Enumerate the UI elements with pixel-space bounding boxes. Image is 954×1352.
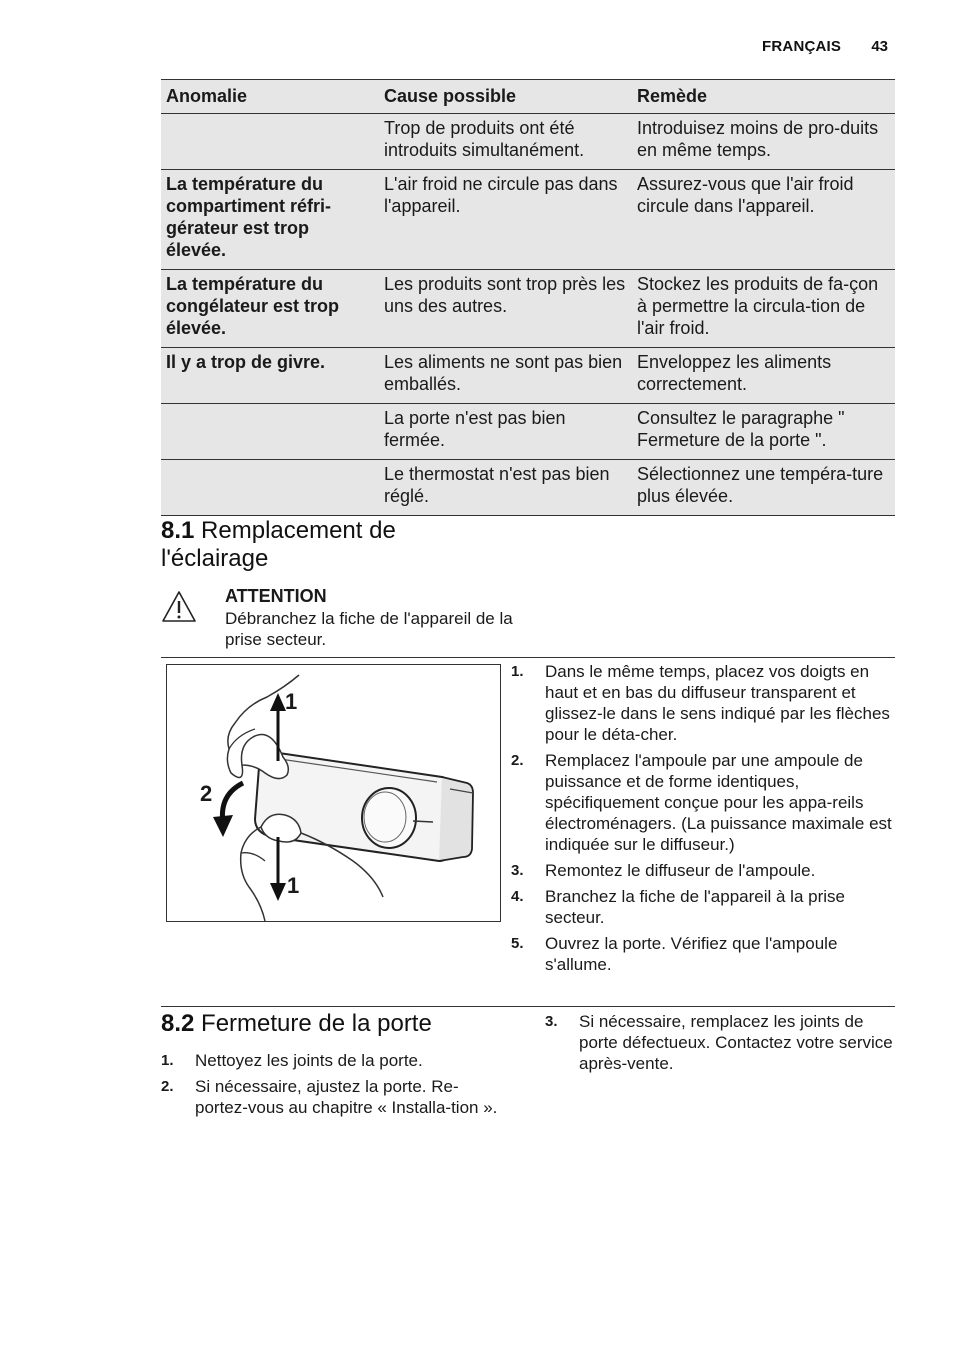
cell-cause: La porte n'est pas bien fermée.	[379, 404, 632, 460]
cell-cause: Le thermostat n'est pas bien réglé.	[379, 460, 632, 516]
cell-remedy: Sélectionnez une tempéra-ture plus élevée.	[632, 460, 895, 516]
table-row	[161, 170, 895, 270]
step-text: Nettoyez les joints de la porte.	[195, 1051, 423, 1070]
table-row	[161, 348, 895, 404]
step-text: Si nécessaire, ajustez la porte. Re-portez-vous au chapitre « Installa-tion ».	[195, 1077, 498, 1117]
column-header-anomaly: Anomalie	[161, 80, 379, 114]
cell-cause: L'air froid ne circule pas dans l'appareil.	[379, 170, 632, 270]
lamp-cover-figure	[166, 664, 501, 922]
step-number: 5.	[511, 935, 524, 952]
cell-anomaly	[161, 404, 379, 460]
step-number: 2.	[161, 1078, 174, 1095]
cell-anomaly: Il y a trop de givre.	[161, 348, 379, 404]
step-text: Branchez la fiche de l'appareil à la prise secteur.	[545, 887, 845, 927]
list-item	[545, 1011, 897, 1074]
column-header-remedy: Remède	[632, 80, 895, 114]
cell-remedy: Consultez le paragraphe " Fermeture de la porte ".	[632, 404, 895, 460]
troubleshooting-table	[161, 79, 895, 516]
cell-cause: Les produits sont trop près les uns des autres.	[379, 270, 632, 348]
step-text: Si nécessaire, remplacez les joints de porte défectueux. Contactez votre service après-vente.	[579, 1012, 893, 1073]
section-title-8-1	[161, 517, 461, 573]
section-title-text: Remplacement de l'éclairage	[161, 517, 396, 572]
table-row	[161, 114, 895, 170]
warning-title: ATTENTION	[225, 586, 327, 606]
page-header	[762, 38, 888, 55]
warning-text: Débranchez la fiche de l'appareil de la prise secteur.	[225, 609, 513, 649]
step-number: 1.	[161, 1052, 174, 1069]
section-title-8-2	[161, 1010, 501, 1038]
list-item	[511, 661, 895, 745]
section-number: 8.2	[161, 1010, 195, 1037]
door-closing-steps	[161, 1050, 501, 1123]
table-row	[161, 270, 895, 348]
step-number: 3.	[545, 1013, 558, 1030]
figure-label-top: 1	[285, 689, 298, 714]
cell-anomaly	[161, 114, 379, 170]
list-item	[161, 1050, 501, 1071]
step-number: 3.	[511, 862, 524, 879]
lamp-cover-illustration	[167, 665, 502, 923]
page-number: 43	[871, 38, 888, 55]
step-text: Remplacez l'ampoule par une ampoule de puissance et de forme identiques, spécifiquement conçue pour les appa-reils électroménagers. (La puissance maximale est indiquée sur le diffuseur.)	[545, 751, 892, 854]
lamp-replacement-steps	[511, 661, 895, 980]
cell-anomaly: La température du compartiment réfri-gérateur est trop élevée.	[161, 170, 379, 270]
cell-remedy: Assurez-vous que l'air froid circule dans l'appareil.	[632, 170, 895, 270]
cell-remedy: Enveloppez les aliments correctement.	[632, 348, 895, 404]
warning-triangle-icon	[161, 590, 197, 624]
step-text: Remontez le diffuseur de l'ampoule.	[545, 861, 816, 880]
header-language: FRANÇAIS	[762, 38, 842, 55]
door-closing-steps-continued	[545, 1011, 897, 1079]
list-item	[511, 860, 895, 881]
list-item	[511, 750, 895, 855]
section-title-text: Fermeture de la porte	[201, 1010, 432, 1037]
cell-remedy: Introduisez moins de pro-duits en même temps.	[632, 114, 895, 170]
cell-anomaly: La température du congélateur est trop élevée.	[161, 270, 379, 348]
figure-label-bottom: 1	[287, 873, 300, 898]
column-header-cause: Cause possible	[379, 80, 632, 114]
list-item	[511, 933, 895, 975]
table-header-row	[161, 80, 895, 114]
step-text: Ouvrez la porte. Vérifiez que l'ampoule s'allume.	[545, 934, 838, 974]
cell-cause: Trop de produits ont été introduits simultanément.	[379, 114, 632, 170]
cell-remedy: Stockez les produits de fa-çon à permettre la circula-tion de l'air froid.	[632, 270, 895, 348]
step-number: 4.	[511, 888, 524, 905]
list-item	[161, 1076, 501, 1118]
step-text: Dans le même temps, placez vos doigts en haut et en bas du diffuseur transparent et glissez-le dans le sens indiqué par les flèches pour le déta-cher.	[545, 662, 890, 744]
figure-label-left: 2	[200, 781, 213, 806]
divider	[161, 1006, 895, 1007]
table-row	[161, 460, 895, 516]
step-number: 2.	[511, 752, 524, 769]
cell-anomaly	[161, 460, 379, 516]
step-number: 1.	[511, 663, 524, 680]
table-row	[161, 404, 895, 460]
list-item	[511, 886, 895, 928]
section-number: 8.1	[161, 517, 195, 544]
divider	[161, 657, 895, 658]
cell-cause: Les aliments ne sont pas bien emballés.	[379, 348, 632, 404]
